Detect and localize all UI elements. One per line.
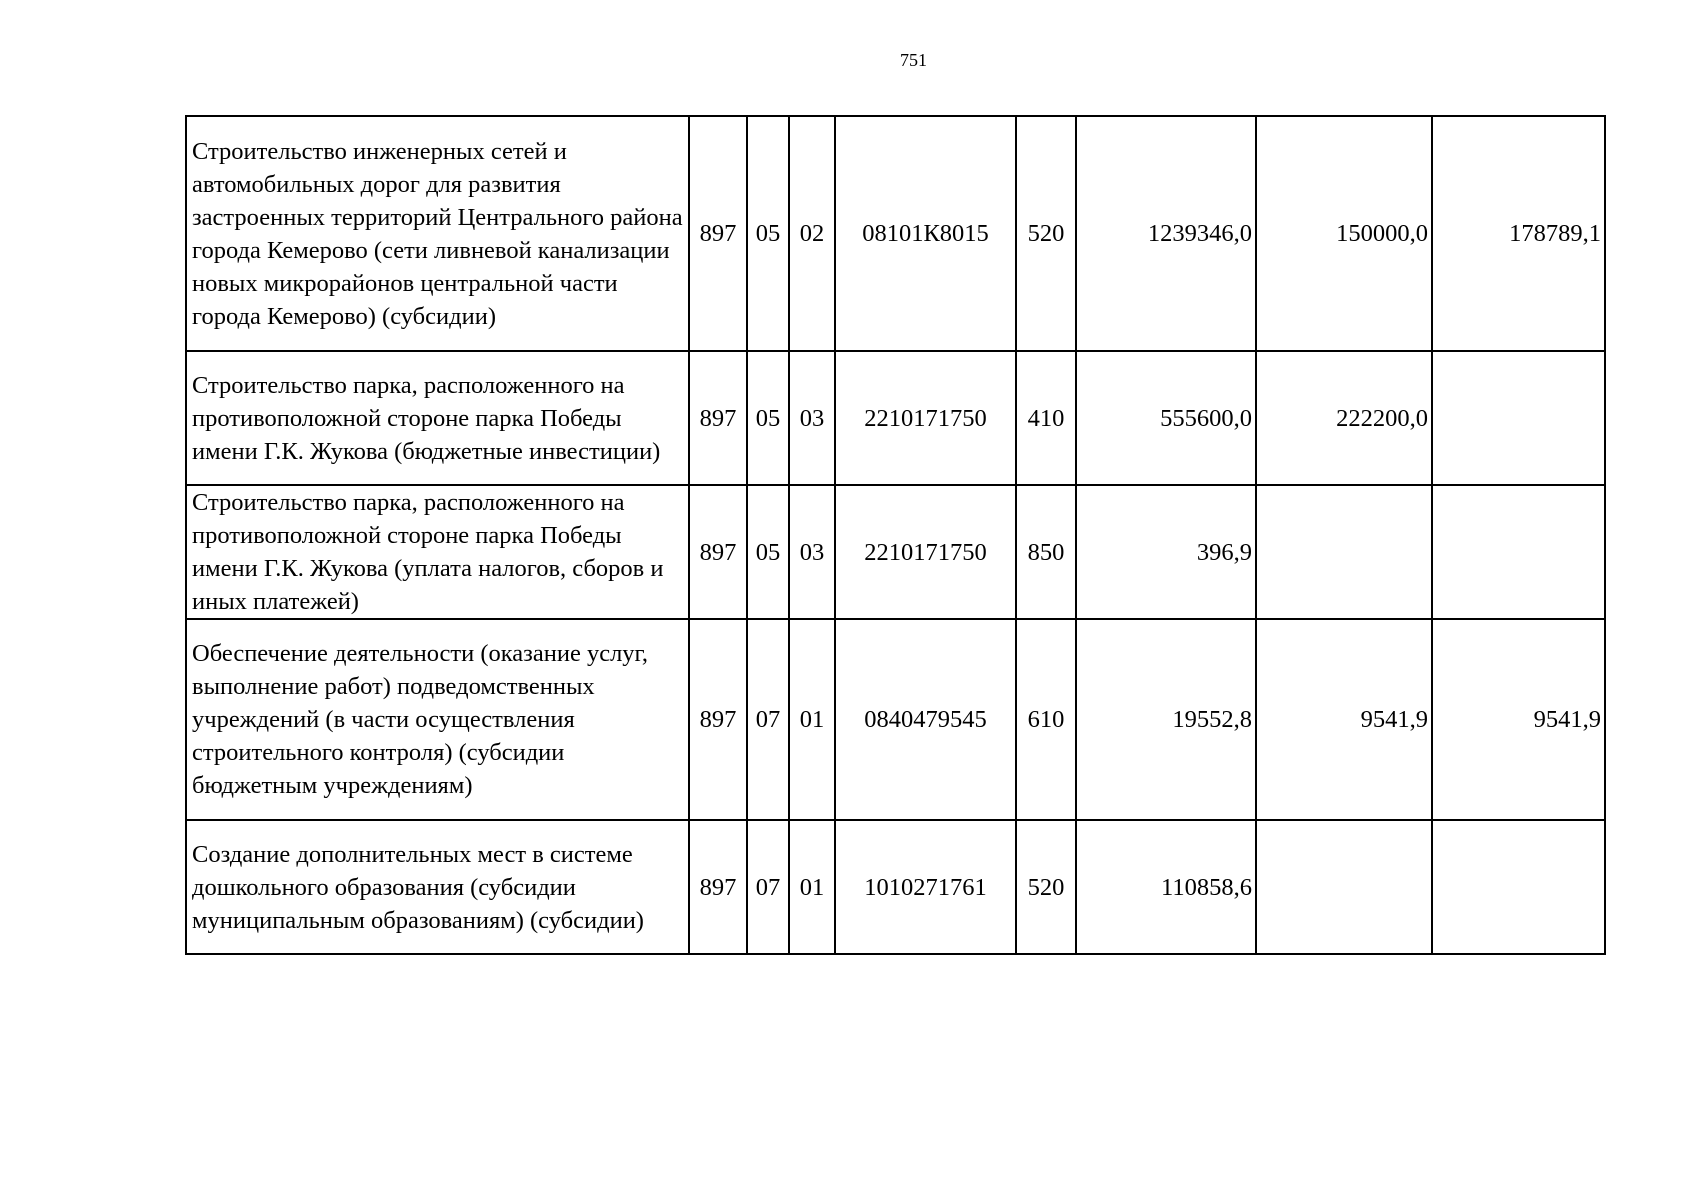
budget-table (185, 115, 1606, 955)
amount-2: 222200,0 (1256, 351, 1432, 485)
section-code: 05 (747, 485, 789, 619)
subsection-code: 01 (789, 619, 835, 820)
amount-3: 178789,1 (1432, 116, 1605, 351)
amount-3 (1432, 485, 1605, 619)
amount-1: 396,9 (1076, 485, 1256, 619)
amount-2 (1256, 820, 1432, 954)
subsection-code: 02 (789, 116, 835, 351)
target-article-code: 2210171750 (835, 351, 1016, 485)
subsection-code: 03 (789, 351, 835, 485)
row-name: Создание дополнительных мест в системе дошкольного образования (субсидии муниципальным образованиям) (субсидии) (186, 820, 689, 954)
section-code: 05 (747, 116, 789, 351)
expense-type-code: 610 (1016, 619, 1076, 820)
target-article-code: 08101К8015 (835, 116, 1016, 351)
target-article-code: 2210171750 (835, 485, 1016, 619)
expense-type-code: 520 (1016, 116, 1076, 351)
target-article-code: 0840479545 (835, 619, 1016, 820)
amount-1: 110858,6 (1076, 820, 1256, 954)
grbs-code: 897 (689, 351, 747, 485)
table-row (186, 485, 1605, 619)
expense-type-code: 410 (1016, 351, 1076, 485)
amount-1: 1239346,0 (1076, 116, 1256, 351)
amount-3 (1432, 820, 1605, 954)
expense-type-code: 850 (1016, 485, 1076, 619)
section-code: 05 (747, 351, 789, 485)
amount-2 (1256, 485, 1432, 619)
expense-type-code: 520 (1016, 820, 1076, 954)
amount-1: 555600,0 (1076, 351, 1256, 485)
table-row (186, 619, 1605, 820)
row-name: Строительство инженерных сетей и автомобильных дорог для развития застроенных территорий Центрального района города Кемерово (сети ливневой канализации новых микрорайонов центральной части города Кемерово) (субсидии) (186, 116, 689, 351)
target-article-code: 1010271761 (835, 820, 1016, 954)
subsection-code: 03 (789, 485, 835, 619)
amount-2: 150000,0 (1256, 116, 1432, 351)
amount-2: 9541,9 (1256, 619, 1432, 820)
amount-1: 19552,8 (1076, 619, 1256, 820)
section-code: 07 (747, 820, 789, 954)
table-row (186, 351, 1605, 485)
subsection-code: 01 (789, 820, 835, 954)
section-code: 07 (747, 619, 789, 820)
table-row (186, 820, 1605, 954)
grbs-code: 897 (689, 820, 747, 954)
row-name: Строительство парка, расположенного на противоположной стороне парка Победы имени Г.К. Жукова (бюджетные инвестиции) (186, 351, 689, 485)
amount-3 (1432, 351, 1605, 485)
row-name: Строительство парка, расположенного на противоположной стороне парка Победы имени Г.К. Жукова (уплата налогов, сборов и иных платежей) (186, 485, 689, 619)
amount-3: 9541,9 (1432, 619, 1605, 820)
grbs-code: 897 (689, 116, 747, 351)
grbs-code: 897 (689, 485, 747, 619)
grbs-code: 897 (689, 619, 747, 820)
row-name: Обеспечение деятельности (оказание услуг, выполнение работ) подведомственных учреждений (в части осуществления строительного контроля) (субсидии бюджетным учреждениям) (186, 619, 689, 820)
page-number: 751 (900, 50, 927, 70)
table-row (186, 116, 1605, 351)
